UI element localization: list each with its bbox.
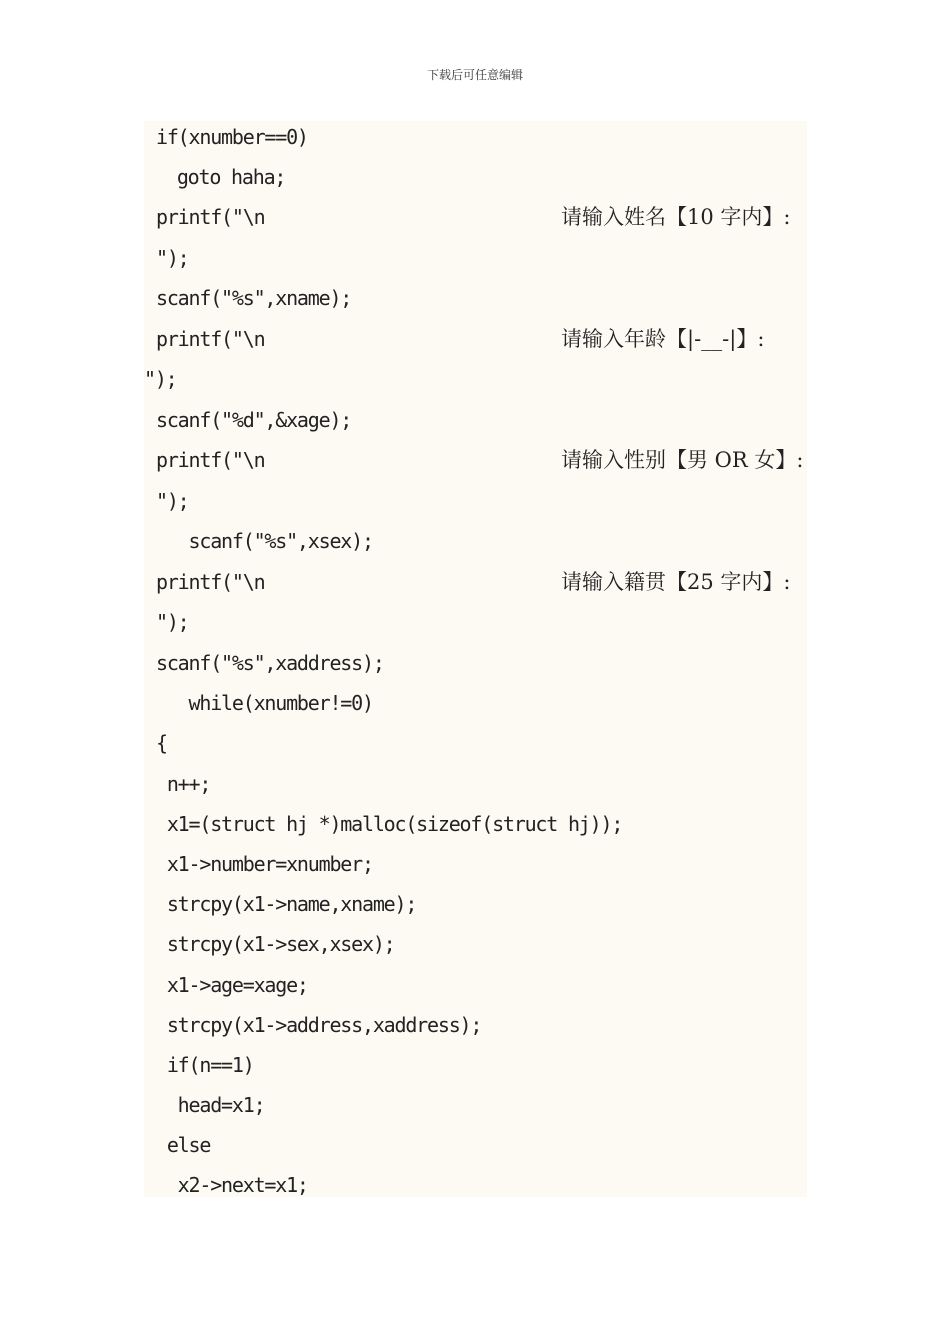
prompt-text-sex: 请输入性别【男 OR 女】: (561, 448, 804, 472)
code-line: head=x1; (156, 1093, 265, 1117)
code-line: "); (156, 489, 189, 513)
code-line: else (156, 1133, 211, 1157)
code-line: printf("\n (156, 570, 265, 594)
code-block (144, 121, 807, 1197)
code-line: "); (156, 610, 189, 634)
code-line: "); (144, 367, 177, 391)
code-line: printf("\n (156, 327, 265, 351)
code-line: strcpy(x1->address,xaddress); (156, 1013, 482, 1037)
code-line: while(xnumber!=0) (156, 691, 373, 715)
code-line: goto haha; (166, 165, 286, 189)
code-line: scanf("%s",xsex); (156, 529, 373, 553)
prompt-text-age: 请输入年龄【|-__-|】: (561, 327, 765, 351)
code-line: { (156, 731, 167, 755)
code-line: x1=(struct hj *)malloc(sizeof(struct hj)); (156, 812, 623, 836)
code-line: scanf("%s",xname); (156, 286, 352, 310)
code-line: strcpy(x1->name,xname); (156, 892, 417, 916)
code-line: scanf("%s",xaddress); (156, 651, 384, 675)
page-header: 下载后可任意编辑 (426, 68, 523, 82)
code-line: if(n==1) (156, 1053, 254, 1077)
code-line: x1->age=xage; (156, 973, 308, 997)
code-line: if(xnumber==0) (156, 125, 308, 149)
code-line: x1->number=xnumber; (156, 852, 373, 876)
code-line: strcpy(x1->sex,xsex); (156, 932, 395, 956)
code-line: x2->next=x1; (156, 1173, 308, 1197)
code-line: scanf("%d",&xage); (156, 408, 352, 432)
prompt-text-address: 请输入籍贯【25 字内】: (561, 570, 791, 594)
code-line: printf("\n (156, 448, 265, 472)
code-line: n++; (156, 772, 211, 796)
code-line: printf("\n (156, 205, 265, 229)
code-line: "); (156, 246, 189, 270)
prompt-text-name: 请输入姓名【10 字内】: (561, 205, 791, 229)
